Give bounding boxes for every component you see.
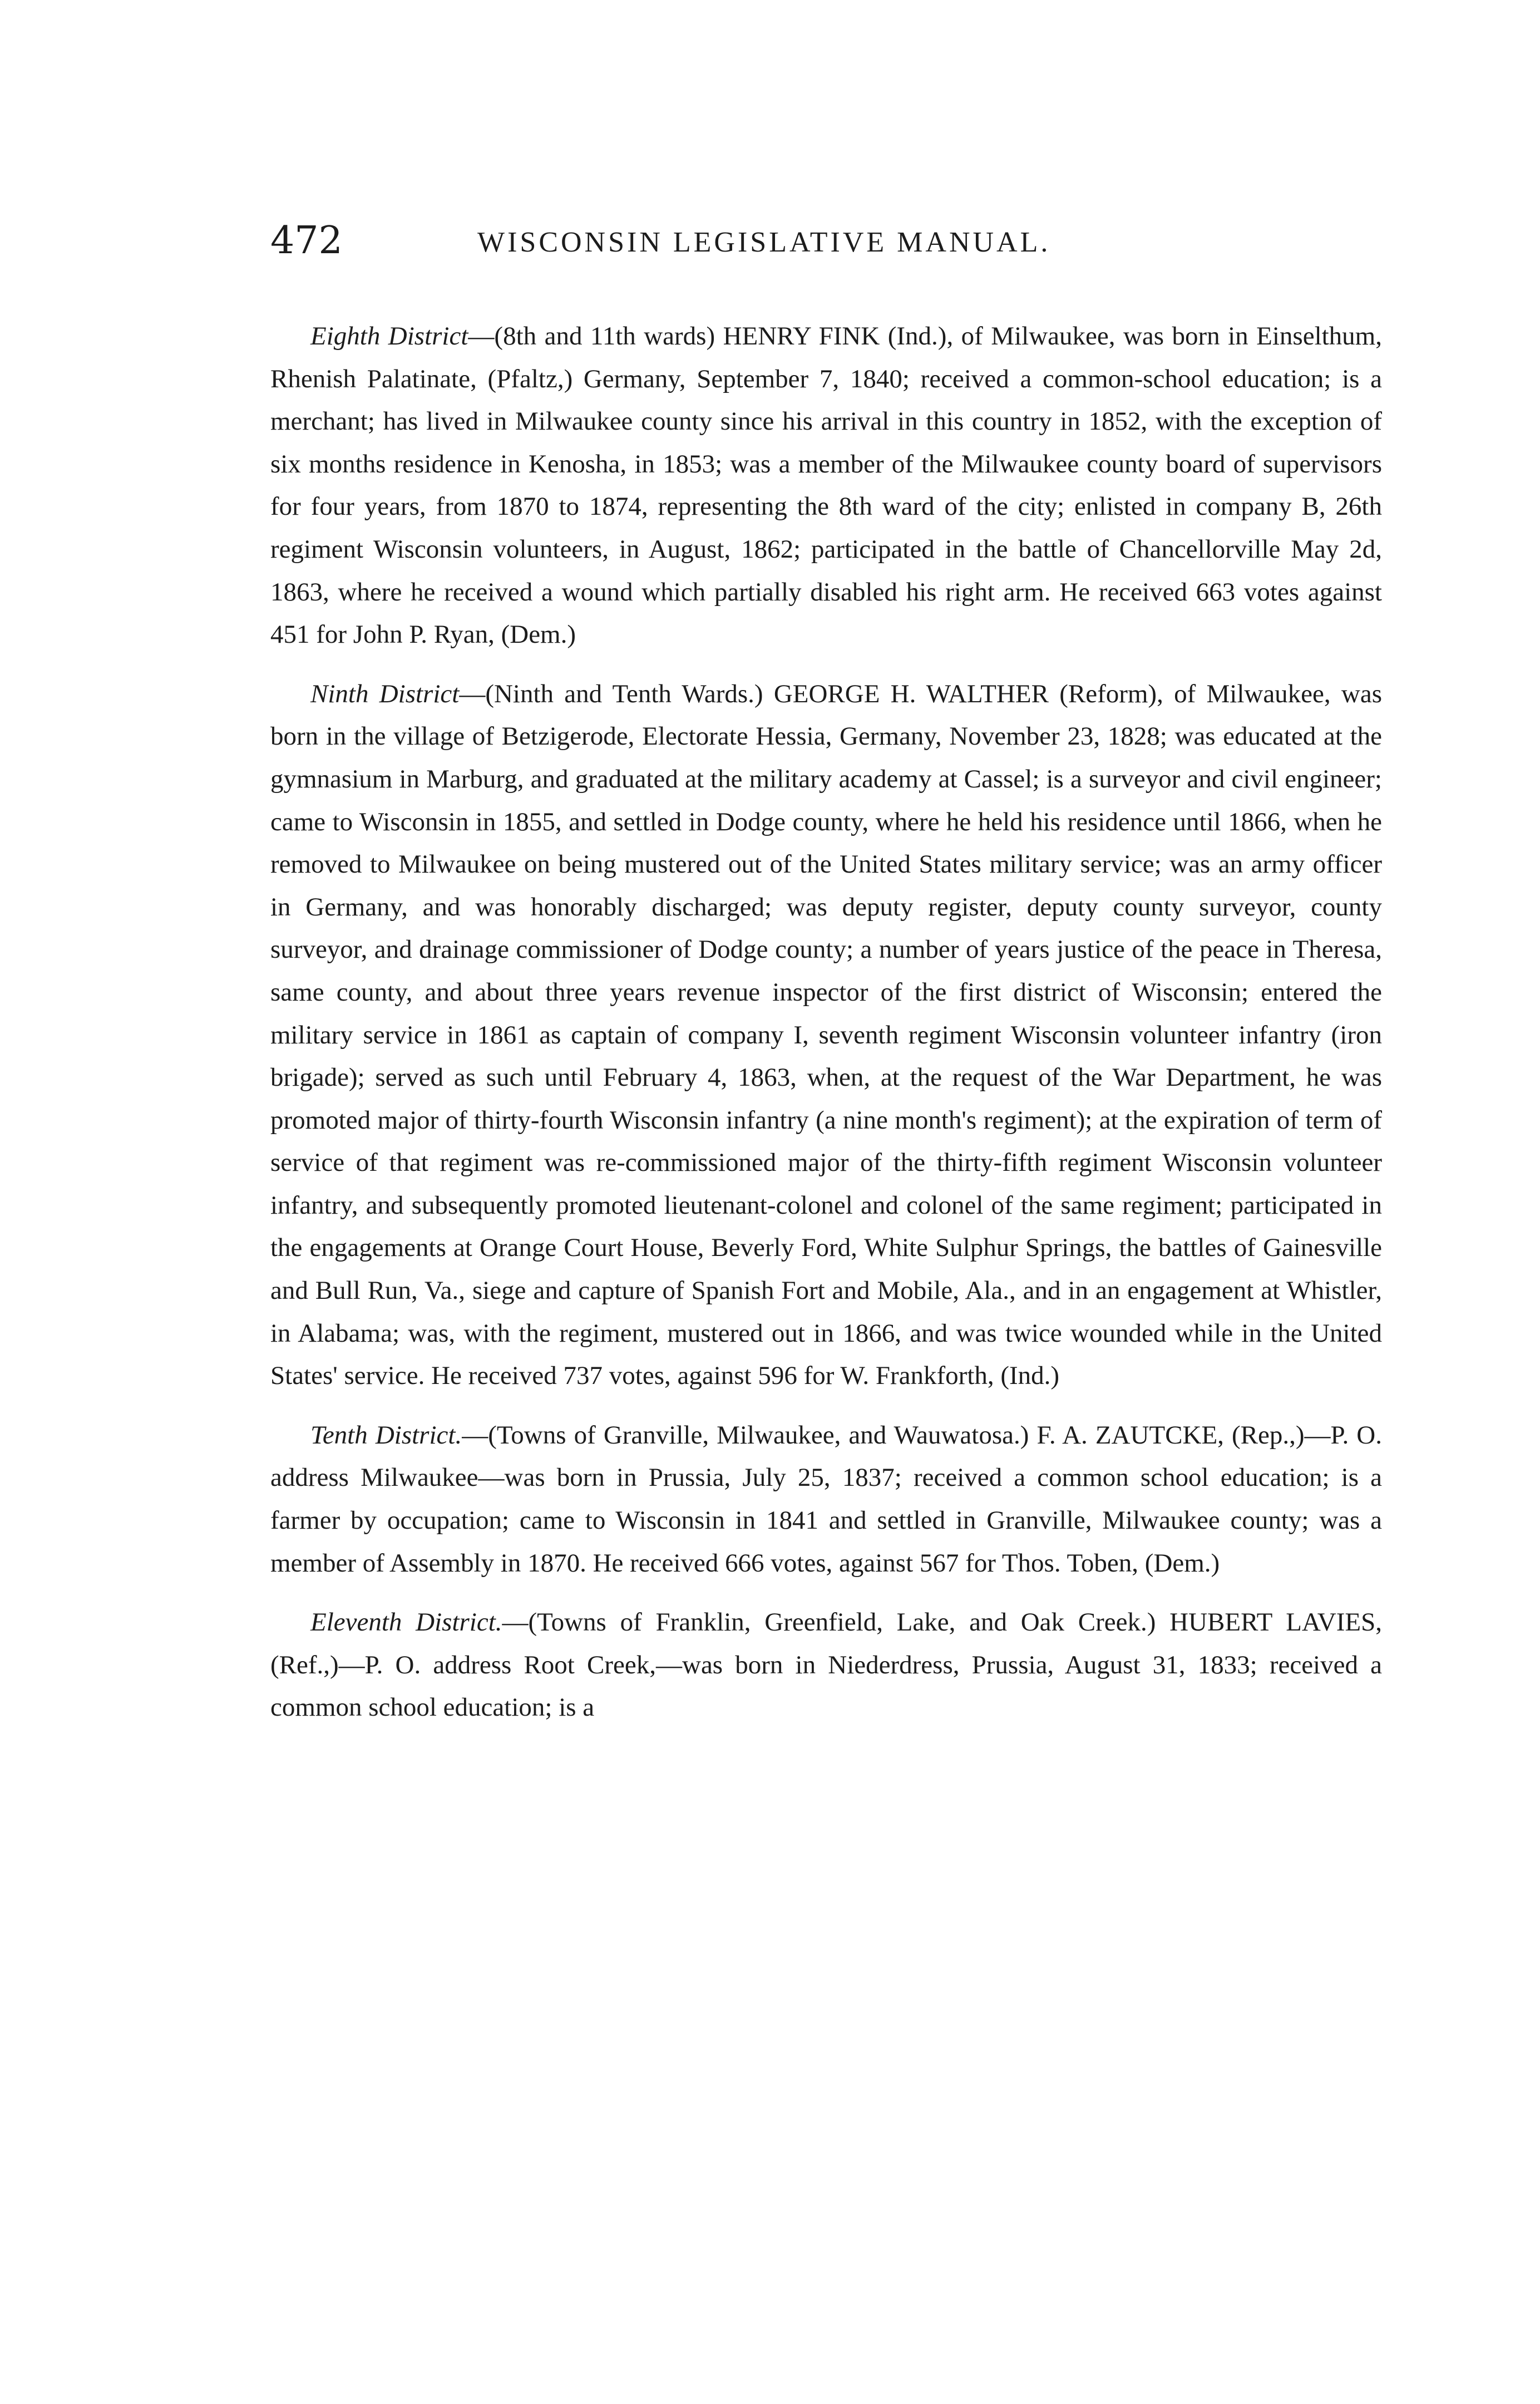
page-number: 472 bbox=[270, 219, 343, 263]
district-heading: Eighth District bbox=[310, 322, 468, 351]
entry-tenth-district bbox=[270, 1414, 1382, 1584]
page-body bbox=[270, 315, 1382, 1746]
entry-text: —(Towns of Franklin, Greenfield, Lake, and Oak Creek.) HUBERT LAVIES, (Ref.,)—P. O. address Root Creek,—was born in Niederdress, Prussia, August 31, 1833; received a common school education; is a bbox=[270, 1608, 1382, 1722]
entry-text: —(Towns of Granville, Milwaukee, and Wauwatosa.) F. A. ZAUTCKE, (Rep.,)—P. O. address Milwaukee—was born in Prussia, July 25, 1837; received a common school education; is a farmer by occupation; came to Wisconsin in 1841 and settled in Granville, Milwaukee county; was a member of Assembly in 1870. He received 666 votes, against 567 for Thos. Toben, (Dem.) bbox=[270, 1420, 1382, 1578]
district-heading: Ninth District bbox=[310, 679, 460, 708]
district-heading: Tenth District. bbox=[310, 1420, 462, 1450]
entry-eleventh-district bbox=[270, 1601, 1382, 1729]
entry-ninth-district bbox=[270, 673, 1382, 1397]
running-title: WISCONSIN LEGISLATIVE MANUAL. bbox=[477, 226, 1051, 258]
entry-text: —(Ninth and Tenth Wards.) GEORGE H. WALTHER (Reform), of Milwaukee, was born in the village of Betzigerode, Electorate Hessia, Germany, November 23, 1828; was educated at the gymnasium in Marburg, and graduated at the military academy at Cassel; is a surveyor and civil engineer; came to Wisconsin in 1855, and settled in Dodge county, where he held his residence until 1866, when he removed to Milwaukee on being mustered out of the United States military service; was an army officer in Germany, and was honorably discharged; was deputy register, deputy county surveyor, county surveyor, and drainage commissioner of Dodge county; a number of years justice of the peace in Theresa, same county, and about three years revenue inspector of the first district of Wisconsin; entered the military service in 1861 as captain of company I, seventh regiment Wisconsin volunteer infantry (iron brigade); served as such until February 4, 1863, when, at the request of the War Department, he was promoted major of thirty-fourth Wisconsin infantry (a nine month's regiment); at the expiration of term of service of that regiment was re-commissioned major of the thirty-fifth regiment Wisconsin volunteer infantry, and subsequently promoted lieutenant-colonel and colonel of the same regiment; participated in the engagements at Orange Court House, Beverly Ford, White Sulphur Springs, the battles of Gainesville and Bull Run, Va., siege and capture of Spanish Fort and Mobile, Ala., and in an engagement at Whistler, in Alabama; was, with the regiment, mustered out in 1866, and was twice wounded while in the United States' service. He received 737 votes, against 596 for W. Frankforth, (Ind.) bbox=[270, 679, 1382, 1391]
page-header bbox=[270, 216, 1383, 266]
entry-text: —(8th and 11th wards) HENRY FINK (Ind.), of Milwaukee, was born in Einselthum, Rhenish Palatinate, (Pfaltz,) Germany, September 7, 1840; received a common-school education; is a merchant; has lived in Milwaukee county since his arrival in this country in 1852, with the exception of six months residence in Kenosha, in 1853; was a member of the Milwaukee county board of supervisors for four years, from 1870 to 1874, representing the 8th ward of the city; enlisted in company B, 26th regiment Wisconsin volunteers, in August, 1862; participated in the battle of Chancellorville May 2d, 1863, where he received a wound which partially disabled his right arm. He received 663 votes against 451 for John P. Ryan, (Dem.) bbox=[270, 322, 1382, 649]
district-heading: Eleventh District. bbox=[310, 1608, 502, 1637]
entry-eighth-district bbox=[270, 315, 1382, 656]
